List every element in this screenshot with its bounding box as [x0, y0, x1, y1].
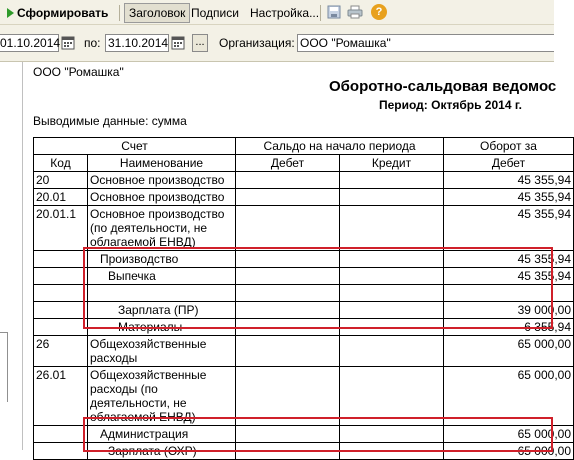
toolbar-separator [320, 5, 321, 21]
row-turnover-debit-cell: 45 355,94 [444, 251, 574, 268]
row-debit-cell [236, 336, 340, 367]
table-row[interactable] [34, 367, 574, 426]
signatures-toggle-button[interactable]: Подписи [191, 6, 239, 20]
generate-button[interactable] [2, 3, 113, 23]
row-code-cell [34, 251, 88, 268]
table-row[interactable] [34, 268, 574, 285]
report-shown-data: Выводимые данные: сумма [33, 114, 187, 128]
row-debit-cell [236, 268, 340, 285]
row-debit-cell [236, 367, 340, 426]
row-code-cell [34, 302, 88, 319]
row-debit-cell [236, 251, 340, 268]
filter-bar [0, 25, 554, 62]
row-debit-cell [236, 443, 340, 460]
table-row[interactable] [34, 172, 574, 189]
table-row[interactable] [34, 443, 574, 460]
organization-field[interactable]: ООО "Ромашка" [297, 34, 554, 52]
row-code-cell [34, 268, 88, 285]
select-period-button[interactable]: ... [192, 34, 208, 52]
table-row[interactable] [34, 251, 574, 268]
calendar-icon[interactable] [171, 34, 185, 52]
row-turnover-debit-cell [444, 285, 574, 302]
organization-label: Организация: [219, 36, 295, 50]
row-credit-cell [340, 206, 444, 251]
row-code-cell [34, 426, 88, 443]
table-row[interactable] [34, 189, 574, 206]
row-name-cell: Производство [88, 251, 236, 268]
row-name-cell [88, 285, 236, 302]
row-debit-cell [236, 189, 340, 206]
row-turnover-debit-cell: 45 355,94 [444, 172, 574, 189]
header-account: Счет [34, 138, 236, 155]
row-turnover-debit-cell: 65 000,00 [444, 443, 574, 460]
row-name-cell: Зарплата (ОХР) [88, 443, 236, 460]
report-document [22, 62, 571, 458]
date-to-label: по: [84, 36, 101, 50]
row-name-cell: Основное производство [88, 189, 236, 206]
row-credit-cell [340, 251, 444, 268]
row-name-cell: Общехозяйственные расходы [88, 336, 236, 367]
row-code-cell [34, 319, 88, 336]
header-debit: Дебет [236, 155, 340, 172]
row-turnover-debit-cell: 45 355,94 [444, 268, 574, 285]
header-toggle-button[interactable]: Заголовок [124, 3, 190, 23]
header-turnover-debit: Дебет [444, 155, 574, 172]
row-debit-cell [236, 206, 340, 251]
table-row[interactable] [34, 426, 574, 443]
table-header-row [34, 138, 574, 155]
row-code-cell: 26.01 [34, 367, 88, 426]
balance-sheet-table [33, 137, 574, 460]
row-name-cell: Основное производство [88, 172, 236, 189]
row-credit-cell [340, 172, 444, 189]
row-name-cell: Зарплата (ПР) [88, 302, 236, 319]
settings-button[interactable]: Настройка... [250, 6, 320, 20]
row-debit-cell [236, 172, 340, 189]
table-row[interactable] [34, 302, 574, 319]
table-row[interactable] [34, 285, 574, 302]
header-credit: Кредит [340, 155, 444, 172]
row-code-cell [34, 285, 88, 302]
row-credit-cell [340, 443, 444, 460]
header-name: Наименование [88, 155, 236, 172]
table-row[interactable] [34, 206, 574, 251]
calendar-icon[interactable] [61, 34, 75, 52]
row-code-cell: 20 [34, 172, 88, 189]
row-name-cell: Общехозяйственные расходы (по деятельности, не облагаемой ЕНВД) [88, 367, 236, 426]
row-credit-cell [340, 285, 444, 302]
help-icon[interactable]: ? [371, 4, 387, 20]
header-turnover: Оборот за [444, 138, 574, 155]
row-code-cell [34, 443, 88, 460]
generate-label: Сформировать [17, 6, 109, 20]
row-name-cell: Выпечка [88, 268, 236, 285]
row-turnover-debit-cell: 65 000,00 [444, 367, 574, 426]
table-header-row [34, 155, 574, 172]
row-turnover-debit-cell: 45 355,94 [444, 206, 574, 251]
row-name-cell: Администрация [88, 426, 236, 443]
row-credit-cell [340, 268, 444, 285]
row-code-cell: 26 [34, 336, 88, 367]
command-bar [0, 0, 554, 25]
save-report-icon[interactable] [326, 4, 342, 20]
table-row[interactable] [34, 319, 574, 336]
row-credit-cell [340, 302, 444, 319]
row-turnover-debit-cell: 6 355,94 [444, 319, 574, 336]
row-code-cell: 20.01 [34, 189, 88, 206]
report-organization: ООО "Ромашка" [33, 65, 124, 79]
play-icon [7, 8, 14, 18]
table-row[interactable] [34, 336, 574, 367]
row-credit-cell [340, 367, 444, 426]
row-debit-cell [236, 319, 340, 336]
row-code-cell: 20.01.1 [34, 206, 88, 251]
row-credit-cell [340, 426, 444, 443]
row-turnover-debit-cell: 65 000,00 [444, 336, 574, 367]
row-debit-cell [236, 426, 340, 443]
report-period: Период: Октябрь 2014 г. [379, 98, 522, 112]
toolbar-separator [119, 5, 120, 21]
grouping-gutter [0, 62, 22, 450]
report-title: Оборотно-сальдовая ведомос [329, 78, 557, 95]
print-icon[interactable] [347, 4, 363, 20]
table-body [34, 172, 574, 460]
row-credit-cell [340, 336, 444, 367]
date-to-field[interactable]: 31.10.2014 [105, 34, 169, 52]
row-name-cell: Материалы [88, 319, 236, 336]
row-credit-cell [340, 189, 444, 206]
header-code: Код [34, 155, 88, 172]
row-turnover-debit-cell: 65 000,00 [444, 426, 574, 443]
date-from-field[interactable]: 01.10.2014 [0, 34, 59, 52]
row-credit-cell [340, 319, 444, 336]
row-turnover-debit-cell: 45 355,94 [444, 189, 574, 206]
row-debit-cell [236, 302, 340, 319]
row-debit-cell [236, 285, 340, 302]
grouping-line [7, 332, 8, 402]
header-opening-balance: Сальдо на начало периода [236, 138, 444, 155]
row-name-cell: Основное производство (по деятельности, не облагаемой ЕНВД) [88, 206, 236, 251]
row-turnover-debit-cell: 39 000,00 [444, 302, 574, 319]
